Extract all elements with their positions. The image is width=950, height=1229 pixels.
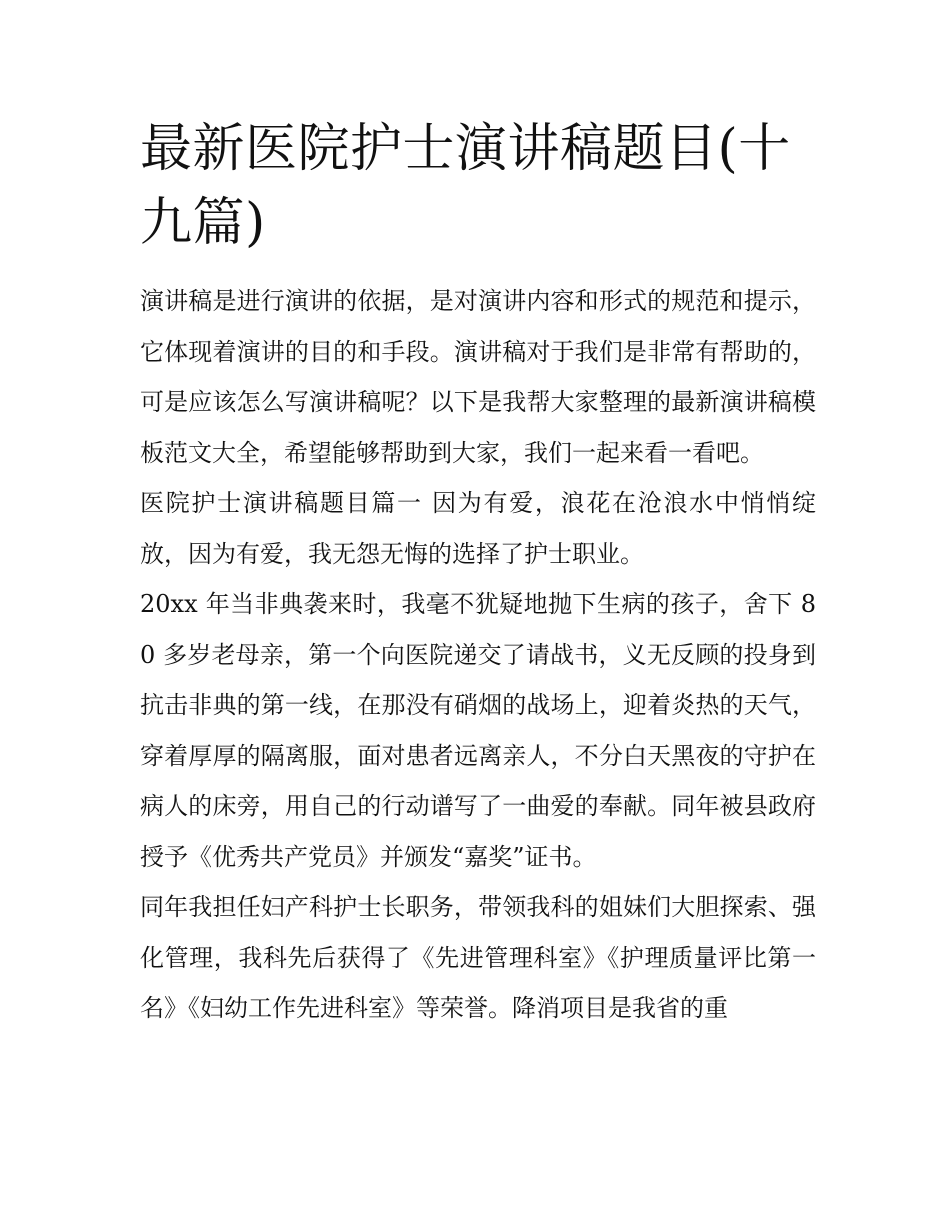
paragraph-sars: 20xx 年当非典袭来时，我毫不犹疑地抛下生病的孩子，舍下 80 多岁老母亲，第一个向医院递交了请战书，义无反顾的投身到抗击非典的第一线，在那没有硝烟的战场上，迎着炎热的天气，穿着厚厚的隔离服，面对患者远离亲人，不分白天黑夜的守护在病人的床旁，用自己的行动谱写了一曲爱的奉献。同年被县政府授予《优秀共产党员》并颁发“嘉奖”证书。 xyxy=(140,590,816,871)
paragraph-intro: 演讲稿是进行演讲的依据，是对演讲内容和形式的规范和提示，它体现着演讲的目的和手段。演讲稿对于我们是非常有帮助的，可是应该怎么写演讲稿呢？以下是我帮大家整理的最新演讲稿模板范文大全，希望能够帮助到大家，我们一起来看一看吧。 xyxy=(140,287,816,467)
document-body xyxy=(140,276,816,1034)
document-title: 最新医院护士演讲稿题目(十九篇) xyxy=(140,119,791,253)
paragraph-chapter-one: 医院护士演讲稿题目篇一 因为有爱，浪花在沧浪水中悄悄绽放，因为有爱，我无怨无悔的选择了护士职业。 xyxy=(140,489,816,568)
paragraph-head-nurse: 同年我担任妇产科护士长职务，带领我科的姐妹们大胆探索、强化管理，我科先后获得了《先进管理科室》《护理质量评比第一名》《妇幼工作先进科室》等荣誉。降消项目是我省的重 xyxy=(140,893,816,1022)
